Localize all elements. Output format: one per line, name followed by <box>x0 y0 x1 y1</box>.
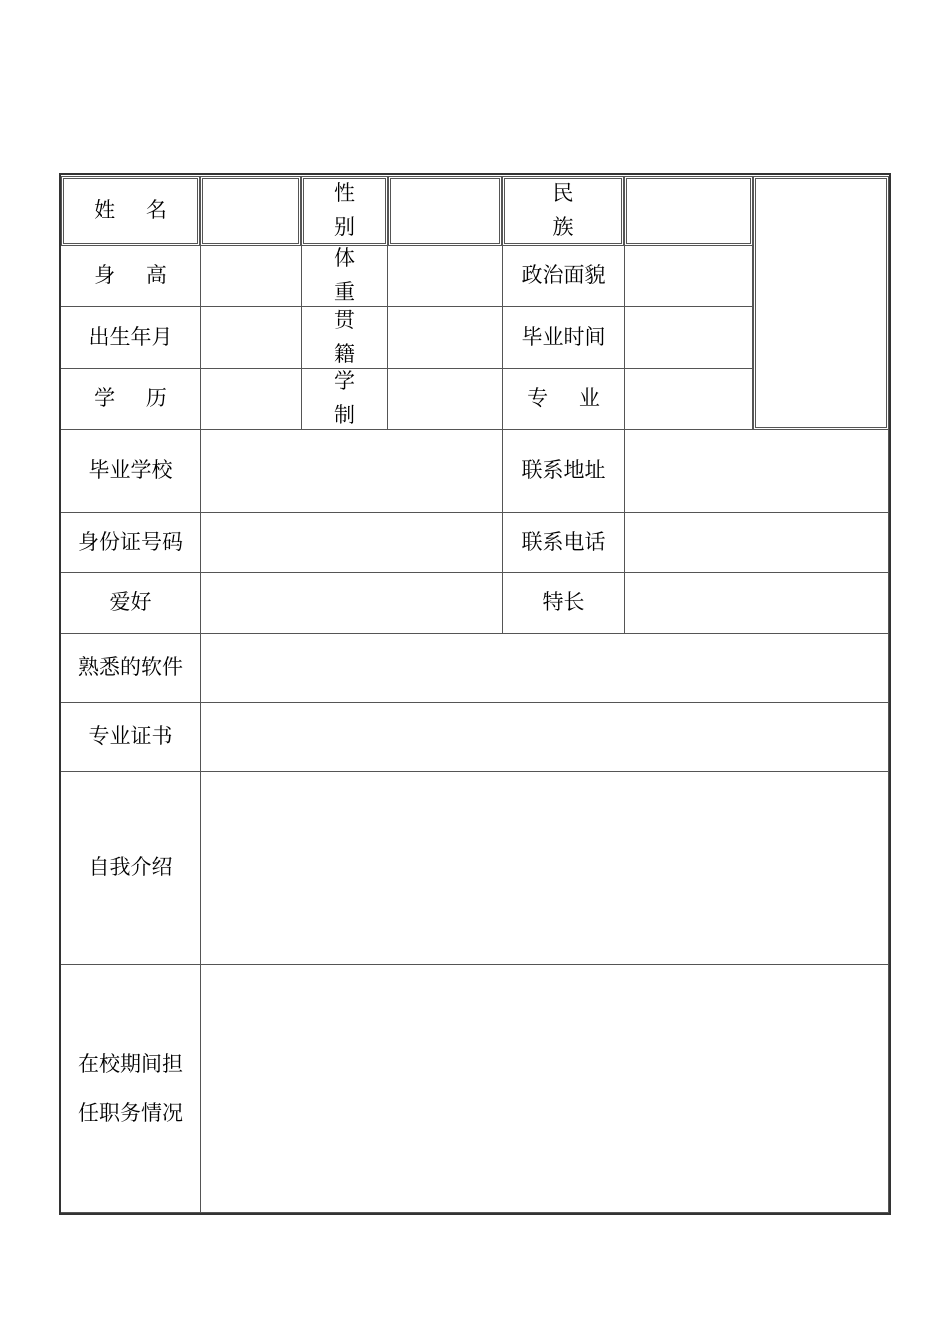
phone-label: 联系电话 <box>503 513 625 573</box>
major-label: 专 业 <box>503 369 625 430</box>
grad-time-field[interactable] <box>625 307 753 369</box>
schooling-field[interactable] <box>388 369 503 430</box>
duty-field[interactable] <box>201 965 889 1213</box>
grad-time-label: 毕业时间 <box>503 307 625 369</box>
height-label: 身 高 <box>61 246 201 307</box>
name-label: 姓 名 <box>61 176 200 246</box>
gender-label: 性 别 <box>301 176 388 246</box>
school-label: 毕业学校 <box>61 430 201 513</box>
id-field[interactable] <box>201 513 503 573</box>
cert-field[interactable] <box>201 703 889 772</box>
id-label: 身份证号码 <box>61 513 201 573</box>
phone-field[interactable] <box>625 513 889 573</box>
birth-label: 出生年月 <box>61 307 201 369</box>
address-label: 联系地址 <box>503 430 625 513</box>
birth-field[interactable] <box>201 307 302 369</box>
education-label: 学 历 <box>61 369 201 430</box>
ethnicity-label: 民 族 <box>502 176 624 246</box>
photo-box[interactable] <box>753 176 889 430</box>
address-field[interactable] <box>625 430 889 513</box>
hobby-field[interactable] <box>201 573 503 634</box>
native-label: 贯 籍 <box>302 307 388 369</box>
ethnicity-field[interactable] <box>624 176 753 246</box>
skill-label: 特长 <box>503 573 625 634</box>
political-label: 政治面貌 <box>503 246 625 307</box>
weight-label: 体 重 <box>302 246 388 307</box>
software-field[interactable] <box>201 634 889 703</box>
name-field[interactable] <box>200 176 301 246</box>
software-label: 熟悉的软件 <box>61 634 201 703</box>
weight-field[interactable] <box>388 246 503 307</box>
hobby-label: 爱好 <box>61 573 201 634</box>
political-field[interactable] <box>625 246 753 307</box>
height-field[interactable] <box>201 246 302 307</box>
native-field[interactable] <box>388 307 503 369</box>
major-field[interactable] <box>625 369 753 430</box>
intro-field[interactable] <box>201 772 889 965</box>
schooling-label: 学 制 <box>302 369 388 430</box>
skill-field[interactable] <box>625 573 889 634</box>
school-field[interactable] <box>201 430 503 513</box>
intro-label: 自我介绍 <box>61 772 201 965</box>
gender-field[interactable] <box>388 176 502 246</box>
education-field[interactable] <box>201 369 302 430</box>
cert-label: 专业证书 <box>61 703 201 772</box>
duty-label: 在校期间担 任职务情况 <box>61 965 201 1213</box>
